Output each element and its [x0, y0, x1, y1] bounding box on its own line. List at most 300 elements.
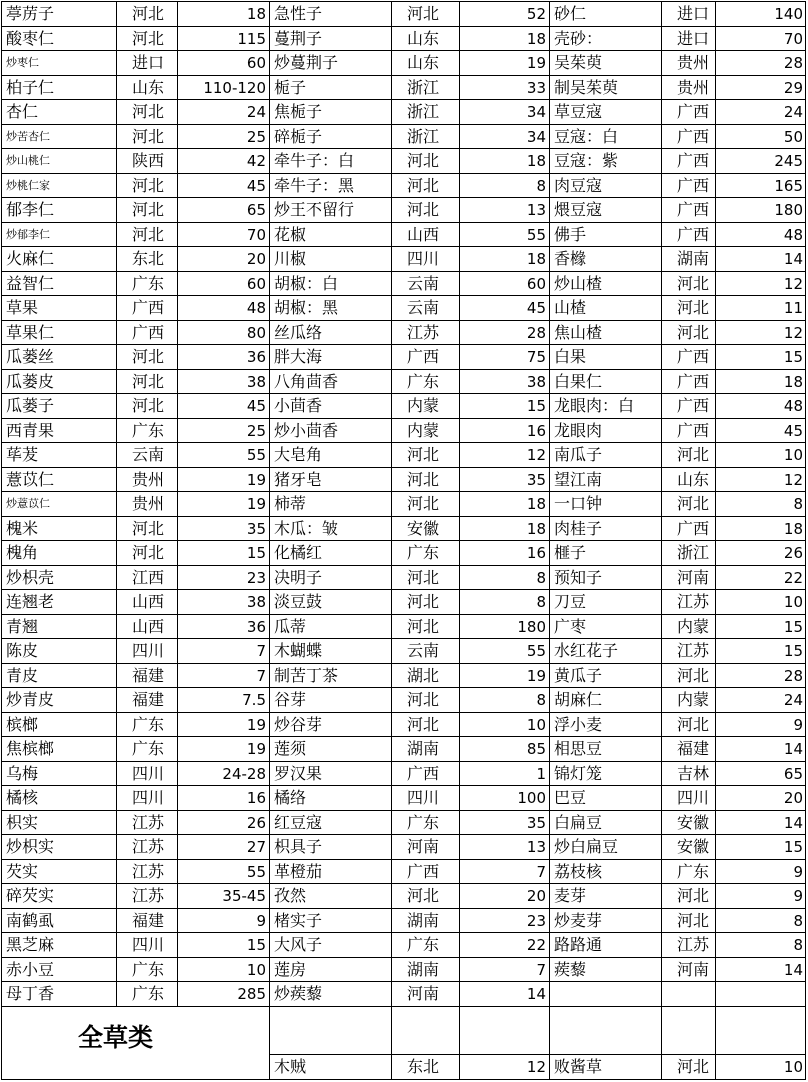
price: 7 — [178, 639, 270, 664]
herb-name: 槐米 — [2, 517, 117, 542]
herb-name: 焦山楂 — [550, 321, 662, 346]
herb-name: 豆寇：紫 — [550, 149, 662, 174]
origin: 河北 — [662, 664, 716, 689]
price: 100 — [460, 786, 550, 811]
price: 9 — [716, 860, 806, 885]
herb-name: 胡椒：黑 — [270, 296, 392, 321]
herb-name: 蔓荆子 — [270, 27, 392, 52]
herb-name: 木蝴蝶 — [270, 639, 392, 664]
price: 10 — [783, 1058, 803, 1076]
herb-name: 白果仁 — [550, 370, 662, 395]
price: 165 — [716, 174, 806, 199]
table-row — [2, 345, 807, 370]
price: 34 — [460, 125, 550, 150]
price: 45 — [178, 394, 270, 419]
origin: 四川 — [117, 786, 178, 811]
origin: 广西 — [117, 296, 178, 321]
price: 7 — [460, 958, 550, 983]
herb-name: 广枣 — [550, 615, 662, 640]
origin: 河北 — [117, 2, 178, 27]
origin: 东北 — [392, 1055, 460, 1080]
origin: 河北 — [662, 272, 716, 297]
herb-name: 莲须 — [270, 737, 392, 762]
origin: 四川 — [392, 247, 460, 272]
price: 18 — [460, 517, 550, 542]
origin: 陕西 — [117, 149, 178, 174]
price: 24 — [716, 100, 806, 125]
herb-name: 郁李仁 — [2, 198, 117, 223]
herb-name: 莲房 — [270, 958, 392, 983]
origin: 内蒙 — [662, 688, 716, 713]
table-row — [2, 639, 807, 664]
origin: 云南 — [392, 639, 460, 664]
origin: 河北 — [662, 884, 716, 909]
origin: 广西 — [662, 100, 716, 125]
price: 18 — [716, 370, 806, 395]
herb-name: 龙眼肉：白 — [550, 394, 662, 419]
price: 38 — [178, 590, 270, 615]
herb-name: 薏苡仁 — [2, 468, 117, 493]
price: 18 — [178, 2, 270, 27]
price: 24 — [178, 100, 270, 125]
table-row — [2, 737, 807, 762]
price: 65 — [178, 198, 270, 223]
herb-name — [550, 982, 662, 1007]
herb-name: 香橼 — [550, 247, 662, 272]
price: 14 — [716, 247, 806, 272]
origin: 河南 — [662, 566, 716, 591]
price: 25 — [178, 419, 270, 444]
origin: 河北 — [392, 198, 460, 223]
origin: 河南 — [662, 958, 716, 983]
origin: 广西 — [662, 419, 716, 444]
table-row — [2, 762, 807, 787]
herb-name: 炒青皮 — [2, 688, 117, 713]
origin: 福建 — [662, 737, 716, 762]
origin: 山西 — [117, 615, 178, 640]
origin: 江苏 — [662, 933, 716, 958]
herb-name: 花椒 — [270, 223, 392, 248]
origin: 安徽 — [662, 835, 716, 860]
herb-name: 橘络 — [270, 786, 392, 811]
origin: 河北 — [392, 492, 460, 517]
origin: 河北 — [117, 345, 178, 370]
table-row — [2, 982, 807, 1007]
herb-name: 制吴茱萸 — [550, 76, 662, 101]
herb-name: 荔枝核 — [550, 860, 662, 885]
origin: 河北 — [392, 149, 460, 174]
price: 12 — [460, 443, 550, 468]
table-row — [2, 835, 807, 860]
price: 8 — [716, 909, 806, 934]
price: 1 — [460, 762, 550, 787]
herb-name: 炒桃仁家 — [2, 174, 117, 199]
herb-name: 小茴香 — [270, 394, 392, 419]
price: 24-28 — [178, 762, 270, 787]
origin: 安徽 — [662, 811, 716, 836]
price: 16 — [460, 541, 550, 566]
price: 13 — [460, 198, 550, 223]
price: 18 — [460, 27, 550, 52]
table-row — [2, 541, 807, 566]
price: 110-120 — [178, 76, 270, 101]
origin: 河北 — [662, 1055, 716, 1080]
table-row — [2, 149, 807, 174]
table-row — [2, 884, 807, 909]
herb-name: 水红花子 — [550, 639, 662, 664]
price: 55 — [460, 639, 550, 664]
table-row — [2, 860, 807, 885]
origin: 福建 — [117, 664, 178, 689]
price: 18 — [716, 517, 806, 542]
origin: 河北 — [392, 443, 460, 468]
origin: 内蒙 — [392, 419, 460, 444]
origin: 云南 — [392, 272, 460, 297]
herb-name: 炒白扁豆 — [550, 835, 662, 860]
price: 180 — [460, 615, 550, 640]
origin: 河北 — [117, 223, 178, 248]
origin: 广东 — [392, 541, 460, 566]
price: 45 — [716, 419, 806, 444]
origin: 山东 — [662, 468, 716, 493]
herb-name: 榧子 — [550, 541, 662, 566]
price: 12 — [716, 468, 806, 493]
origin: 河北 — [392, 688, 460, 713]
herb-name: 黑芝麻 — [2, 933, 117, 958]
origin: 江西 — [117, 566, 178, 591]
origin: 河南 — [392, 835, 460, 860]
origin: 河北 — [117, 394, 178, 419]
herb-name: 巴豆 — [550, 786, 662, 811]
price: 75 — [460, 345, 550, 370]
herb-name: 胡椒：白 — [270, 272, 392, 297]
price: 18 — [460, 492, 550, 517]
herb-name: 陈皮 — [2, 639, 117, 664]
table-row — [2, 100, 807, 125]
price: 27 — [178, 835, 270, 860]
origin: 福建 — [117, 688, 178, 713]
herb-name: 赤小豆 — [2, 958, 117, 983]
origin: 浙江 — [392, 125, 460, 150]
price: 45 — [178, 174, 270, 199]
origin: 湖南 — [392, 958, 460, 983]
table-row — [2, 933, 807, 958]
origin: 广西 — [662, 198, 716, 223]
origin: 广西 — [662, 370, 716, 395]
herb-name: 焦槟榔 — [2, 737, 117, 762]
price: 35 — [460, 811, 550, 836]
herb-name: 枳实 — [2, 811, 117, 836]
herb-name: 胖大海 — [270, 345, 392, 370]
herb-name: 瓜蒂 — [270, 615, 392, 640]
price: 8 — [716, 492, 806, 517]
origin: 河北 — [117, 517, 178, 542]
table-row — [2, 492, 807, 517]
origin: 河北 — [392, 468, 460, 493]
price: 11 — [716, 296, 806, 321]
price: 8 — [460, 566, 550, 591]
herb-name: 牵牛子：黑 — [270, 174, 392, 199]
price: 20 — [178, 247, 270, 272]
price: 20 — [460, 884, 550, 909]
table-row — [2, 517, 807, 542]
price: 14 — [460, 982, 550, 1007]
herb-name: 木贼 — [270, 1055, 392, 1080]
herb-name: 橘核 — [2, 786, 117, 811]
origin: 浙江 — [662, 541, 716, 566]
price: 35 — [178, 517, 270, 542]
herb-name: 芡实 — [2, 860, 117, 885]
price: 22 — [716, 566, 806, 591]
origin: 河北 — [662, 443, 716, 468]
price: 42 — [178, 149, 270, 174]
herb-name: 南鹤虱 — [2, 909, 117, 934]
price: 15 — [460, 394, 550, 419]
origin: 广西 — [662, 149, 716, 174]
origin: 贵州 — [662, 51, 716, 76]
price: 70 — [716, 27, 806, 52]
herb-name: 西青果 — [2, 419, 117, 444]
price: 7.5 — [178, 688, 270, 713]
price: 36 — [178, 615, 270, 640]
herb-name: 益智仁 — [2, 272, 117, 297]
herb-name: 蒺藜 — [550, 958, 662, 983]
herb-name: 南瓜子 — [550, 443, 662, 468]
price: 16 — [178, 786, 270, 811]
table-row — [2, 713, 807, 738]
price: 12 — [460, 1055, 550, 1080]
price: 18 — [460, 149, 550, 174]
table-row — [2, 247, 807, 272]
herb-name: 谷芽 — [270, 688, 392, 713]
origin: 湖北 — [392, 664, 460, 689]
price: 50 — [716, 125, 806, 150]
herb-name: 化橘红 — [270, 541, 392, 566]
price: 15 — [716, 345, 806, 370]
price: 35 — [460, 468, 550, 493]
price: 55 — [460, 223, 550, 248]
herb-name: 龙眼肉 — [550, 419, 662, 444]
price: 28 — [716, 664, 806, 689]
price: 14 — [716, 958, 806, 983]
herb-name: 草豆寇 — [550, 100, 662, 125]
origin: 河北 — [117, 27, 178, 52]
origin: 广西 — [662, 394, 716, 419]
price: 16 — [460, 419, 550, 444]
origin: 东北 — [117, 247, 178, 272]
price: 8 — [460, 174, 550, 199]
herb-name: 栀子 — [270, 76, 392, 101]
price: 24 — [716, 688, 806, 713]
herb-name: 肉桂子 — [550, 517, 662, 542]
herb-name: 楮实子 — [270, 909, 392, 934]
empty-cell — [270, 1007, 392, 1056]
origin: 河南 — [392, 982, 460, 1007]
price: 48 — [716, 223, 806, 248]
price: 38 — [178, 370, 270, 395]
origin: 安徽 — [392, 517, 460, 542]
origin: 山西 — [392, 223, 460, 248]
origin: 贵州 — [117, 468, 178, 493]
empty-cell — [392, 1007, 460, 1056]
origin: 广东 — [117, 713, 178, 738]
origin: 进口 — [662, 27, 716, 52]
origin — [662, 982, 716, 1007]
empty-cell — [662, 1007, 716, 1056]
price: 85 — [460, 737, 550, 762]
price: 245 — [716, 149, 806, 174]
herb-name: 急性子 — [270, 2, 392, 27]
price: 48 — [178, 296, 270, 321]
herb-name: 炒苦杏仁 — [2, 125, 117, 150]
herb-name: 锦灯笼 — [550, 762, 662, 787]
herb-name: 葶苈子 — [2, 2, 117, 27]
origin: 四川 — [662, 786, 716, 811]
herb-name: 乌梅 — [2, 762, 117, 787]
herb-name: 革橙茄 — [270, 860, 392, 885]
table-row — [2, 272, 807, 297]
origin: 广西 — [662, 174, 716, 199]
section-title: 全草类 — [78, 1023, 154, 1052]
origin: 江苏 — [117, 835, 178, 860]
herb-name: 一口钟 — [550, 492, 662, 517]
herb-name: 母丁香 — [2, 982, 117, 1007]
price: 20 — [716, 786, 806, 811]
origin: 四川 — [117, 639, 178, 664]
herb-name: 胡麻仁 — [550, 688, 662, 713]
herb-name: 白果 — [550, 345, 662, 370]
price: 45 — [460, 296, 550, 321]
price: 7 — [178, 664, 270, 689]
table-row — [2, 174, 807, 199]
table-row — [2, 125, 807, 150]
origin: 广西 — [662, 223, 716, 248]
origin: 江苏 — [392, 321, 460, 346]
herb-name: 炒枳壳 — [2, 566, 117, 591]
price: 12 — [716, 321, 806, 346]
origin: 河北 — [662, 713, 716, 738]
herb-name: 黄瓜子 — [550, 664, 662, 689]
origin: 广东 — [117, 982, 178, 1007]
empty-cell — [550, 1007, 662, 1056]
origin: 浙江 — [392, 76, 460, 101]
herb-name: 荜茇 — [2, 443, 117, 468]
price: 55 — [178, 860, 270, 885]
table-row — [2, 370, 807, 395]
herb-name: 炒蒺藜 — [270, 982, 392, 1007]
herb-name: 炒枣仁 — [2, 51, 117, 76]
origin: 进口 — [662, 2, 716, 27]
origin: 江苏 — [662, 639, 716, 664]
price: 70 — [178, 223, 270, 248]
herb-name: 瓜蒌子 — [2, 394, 117, 419]
origin: 进口 — [117, 51, 178, 76]
table-row — [2, 958, 807, 983]
origin: 广东 — [117, 419, 178, 444]
origin: 山东 — [117, 76, 178, 101]
herb-name: 吴茱萸 — [550, 51, 662, 76]
price: 10 — [460, 713, 550, 738]
herb-name: 炒郁李仁 — [2, 223, 117, 248]
herb-name: 瓜蒌皮 — [2, 370, 117, 395]
origin: 云南 — [392, 296, 460, 321]
price: 23 — [460, 909, 550, 934]
price: 36 — [178, 345, 270, 370]
origin: 福建 — [117, 909, 178, 934]
table-row — [2, 419, 807, 444]
price: 60 — [178, 51, 270, 76]
origin: 广东 — [392, 933, 460, 958]
origin: 河北 — [392, 2, 460, 27]
price: 23 — [178, 566, 270, 591]
herb-name: 槐角 — [2, 541, 117, 566]
herb-name: 草果仁 — [2, 321, 117, 346]
price-table — [1, 1, 806, 1080]
price: 26 — [178, 811, 270, 836]
origin: 广东 — [662, 860, 716, 885]
herb-name: 炒王不留行 — [270, 198, 392, 223]
price: 14 — [716, 811, 806, 836]
herb-name: 炒枳实 — [2, 835, 117, 860]
price: 14 — [716, 737, 806, 762]
table-row — [2, 786, 807, 811]
price: 9 — [178, 909, 270, 934]
price: 26 — [716, 541, 806, 566]
origin: 贵州 — [117, 492, 178, 517]
table-row — [2, 1055, 807, 1080]
origin: 吉林 — [662, 762, 716, 787]
herb-name: 望江南 — [550, 468, 662, 493]
herb-name: 浮小麦 — [550, 713, 662, 738]
herb-name: 青皮 — [2, 664, 117, 689]
herb-name: 红豆寇 — [270, 811, 392, 836]
origin: 广西 — [392, 860, 460, 885]
price: 10 — [716, 590, 806, 615]
herb-name: 瓜蒌丝 — [2, 345, 117, 370]
price: 19 — [178, 468, 270, 493]
herb-name: 杏仁 — [2, 100, 117, 125]
table-row — [2, 443, 807, 468]
price: 38 — [460, 370, 550, 395]
empty-cell — [460, 1007, 550, 1056]
herb-name: 木瓜：皱 — [270, 517, 392, 542]
price: 52 — [460, 2, 550, 27]
price: 8 — [716, 933, 806, 958]
origin: 广西 — [392, 345, 460, 370]
herb-name: 炒山楂 — [550, 272, 662, 297]
origin: 山西 — [117, 590, 178, 615]
origin: 山东 — [392, 51, 460, 76]
origin: 河北 — [117, 370, 178, 395]
herb-name: 制苦丁茶 — [270, 664, 392, 689]
herb-name: 大风子 — [270, 933, 392, 958]
origin: 四川 — [117, 762, 178, 787]
table-row — [2, 2, 807, 27]
price: 10 — [178, 958, 270, 983]
origin: 河北 — [392, 590, 460, 615]
herb-name: 柿蒂 — [270, 492, 392, 517]
table-row — [2, 909, 807, 934]
herb-name: 砂仁 — [550, 2, 662, 27]
origin: 广西 — [117, 321, 178, 346]
origin: 河北 — [662, 492, 716, 517]
table-row — [2, 223, 807, 248]
price: 18 — [460, 247, 550, 272]
price: 60 — [460, 272, 550, 297]
herb-name: 预知子 — [550, 566, 662, 591]
table-row — [2, 296, 807, 321]
price: 15 — [716, 639, 806, 664]
